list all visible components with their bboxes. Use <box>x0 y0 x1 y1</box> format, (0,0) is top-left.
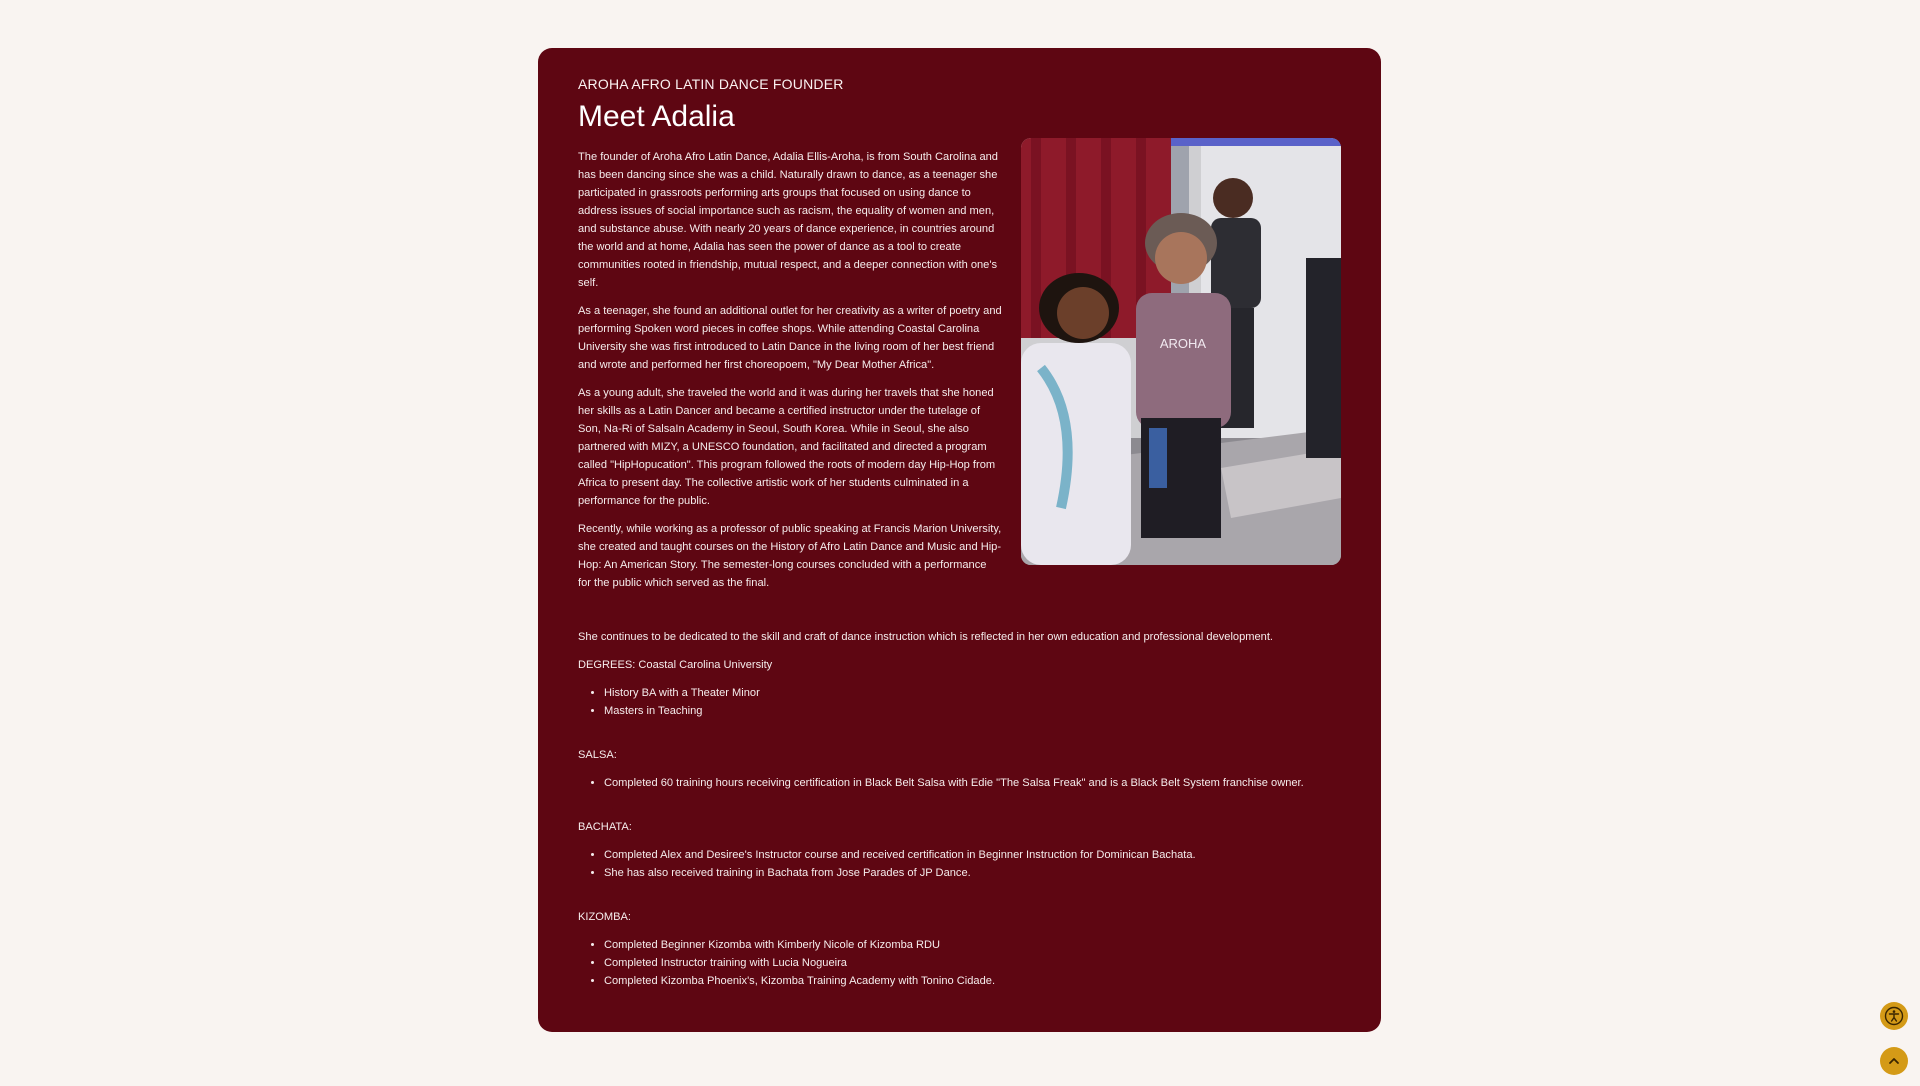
founder-photo <box>1021 138 1341 565</box>
page-title: Meet Adalia <box>578 100 735 133</box>
bio-paragraph: As a young adult, she traveled the world and it was during her travels that she honed her skills as a Latin Dancer and became a certified instructor under the tutelage of Son, Na-Ri of SalsaIn Academy in Seoul, South Korea. While in Seoul, she also partnered with MIZY, a UNESCO foundation, and facilitated and directed a program called "HipHopucation". This program followed the roots of modern day Hip-Hop from Africa to present day. The collective artistic work of her students culminated in a performance for the public. <box>578 387 996 507</box>
accessibility-button[interactable] <box>1880 1002 1908 1030</box>
bachata-label: BACHATA: <box>578 821 632 833</box>
list-item: • Completed 60 training hours receiving certification in Black Belt Salsa with Edie "The Salsa Freak" and is a Black Belt System franchise owner. <box>604 774 1348 792</box>
continues-text: She continues to be dedicated to the skill and craft of dance instruction which is reflected in her own education and professional development. <box>578 631 1274 643</box>
section-eyebrow: AROHA AFRO LATIN DANCE FOUNDER <box>578 76 844 92</box>
chevron-up-icon <box>1887 1054 1901 1068</box>
bio-intro <box>578 148 1002 602</box>
list-item: • Completed Beginner Kizomba with Kimberly Nicole of Kizomba RDU <box>604 936 1348 954</box>
bio-paragraph: As a teenager, she found an additional outlet for her creativity as a writer of poetry and performing Spoken word pieces in coffee shops. While attending Coastal Carolina University she was first introduced to Latin Dance in the living room of her best friend and wrote and performed her first choreopoem, "My Dear Mother Africa". <box>578 305 1002 371</box>
salsa-list <box>578 774 1348 792</box>
list-item: • Completed Alex and Desiree's Instructor course and received certification in Beginner Instruction for Dominican Bachata. <box>604 846 1348 864</box>
list-item: • Completed Kizomba Phoenix's, Kizomba Training Academy with Tonino Cidade. <box>604 972 1348 990</box>
degrees-label: DEGREES: Coastal Carolina University <box>578 659 773 671</box>
list-item: • Masters in Teaching <box>604 702 1348 720</box>
back-to-top-button[interactable] <box>1880 1047 1908 1075</box>
founder-card <box>538 48 1381 1032</box>
list-item: • She has also received training in Bachata from Jose Parades of JP Dance. <box>604 864 1348 882</box>
bachata-list <box>578 846 1348 882</box>
accessibility-icon <box>1884 1006 1904 1026</box>
credentials <box>578 628 1348 990</box>
kizomba-list <box>578 936 1348 990</box>
bio-paragraph: Recently, while working as a professor of public speaking at Francis Marion University, she created and taught courses on the History of Afro Latin Dance and Music and Hip-Hop: An American Story. The semester-long courses concluded with a performance for the public which served as the final. <box>578 523 1002 589</box>
list-item: • Completed Instructor training with Lucia Nogueira <box>604 954 1348 972</box>
kizomba-label: KIZOMBA: <box>578 911 632 923</box>
shirt-logo-text: AROHA <box>1159 336 1207 351</box>
degrees-list <box>578 684 1348 720</box>
list-item: • History BA with a Theater Minor <box>604 684 1348 702</box>
bio-paragraph: The founder of Aroha Afro Latin Dance, Adalia Ellis-Aroha, is from South Carolina and has been dancing since she was a child. Naturally drawn to dance, as a teenager she participated in grassroots performing arts groups that focused on using dance to address issues of social importance such as racism, the equality of women and men, and substance abuse. With nearly 20 years of dance experience, in countries around the world and at home, Adalia has seen the power of dance as a tool to create communities rooted in friendship, mutual respect, and a deeper connection with one's self. <box>578 151 998 289</box>
salsa-label: SALSA: <box>578 749 617 761</box>
founder-photo-illustration <box>1021 138 1341 565</box>
